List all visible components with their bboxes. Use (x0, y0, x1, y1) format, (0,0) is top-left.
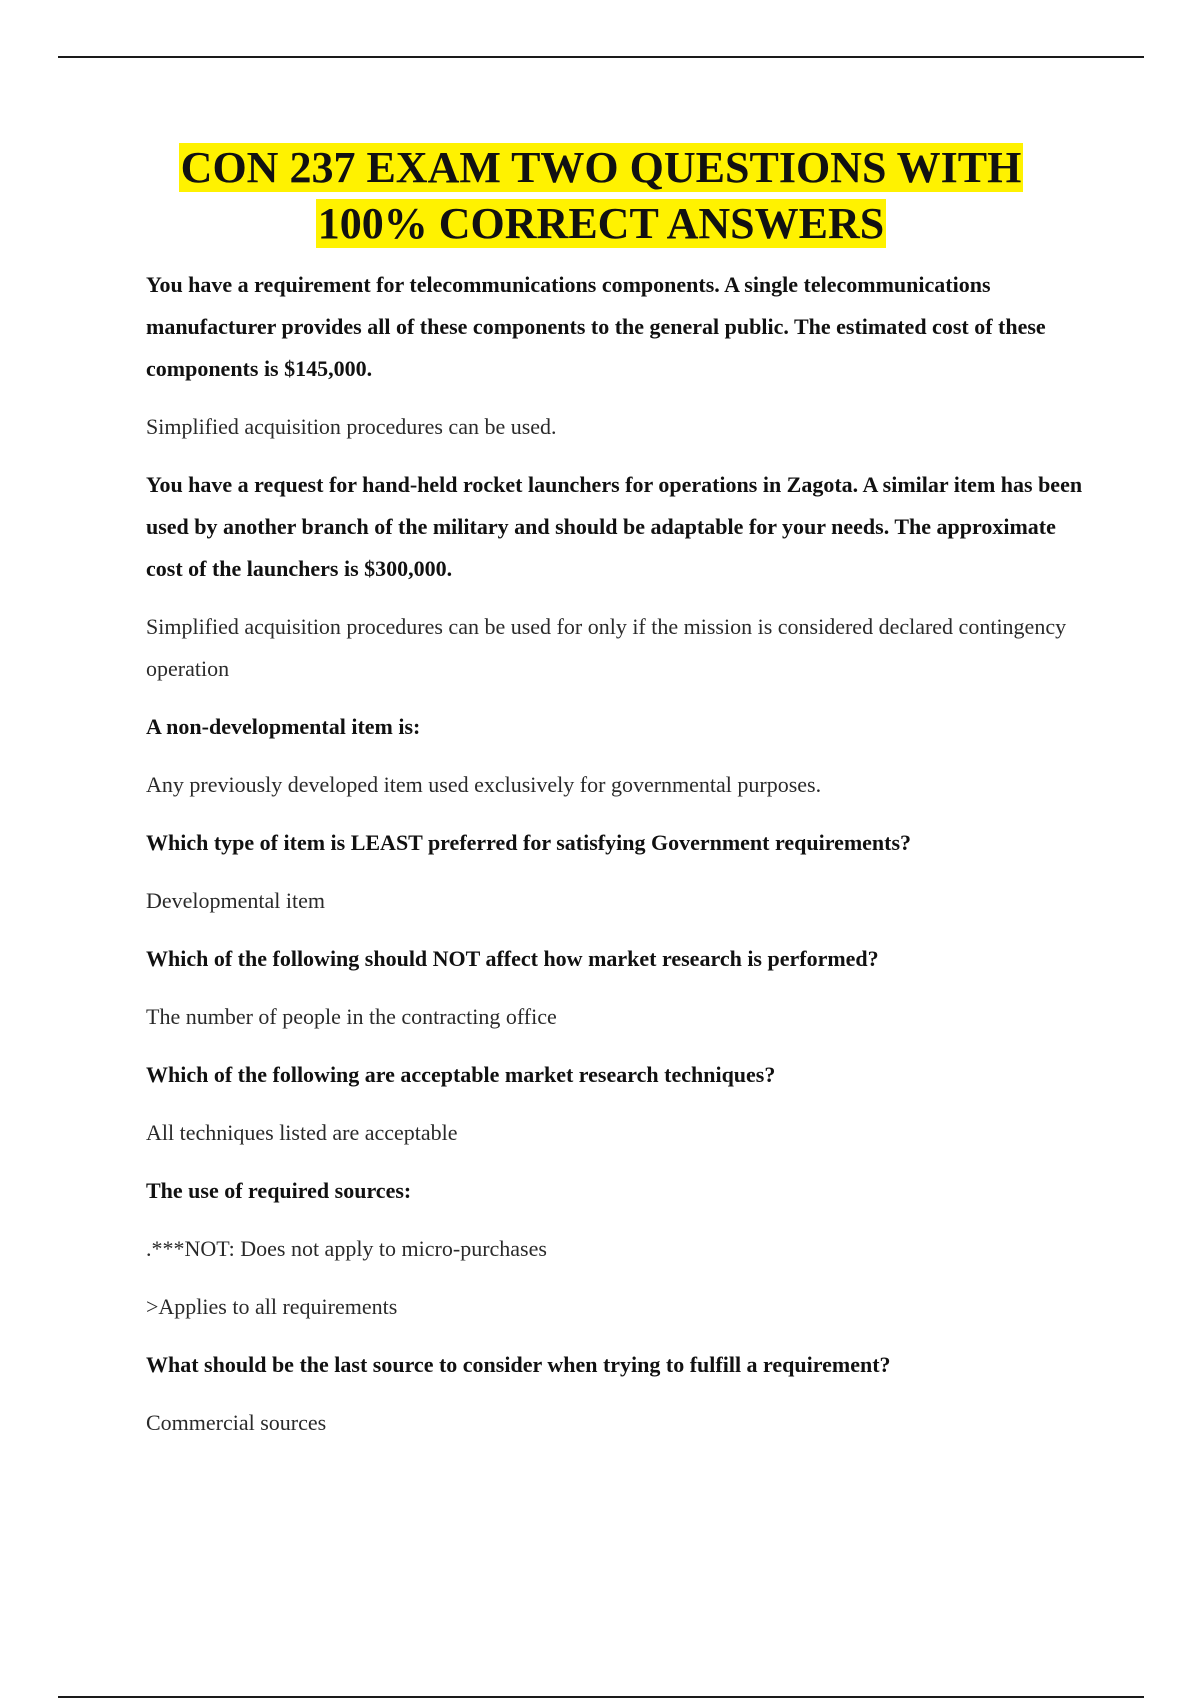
document-title (58, 140, 1144, 252)
question-7: The use of required sources: (146, 1178, 412, 1203)
answer-1: Simplified acquisition procedures can be used. (146, 414, 557, 439)
question-5: Which of the following should NOT affect how market research is performed? (146, 946, 879, 971)
bottom-rule (58, 1696, 1144, 1698)
answer-7b: >Applies to all requirements (146, 1294, 398, 1319)
question-8: What should be the last source to consider when trying to fulfill a requirement? (146, 1352, 891, 1377)
title-line-1: CON 237 EXAM TWO QUESTIONS WITH (180, 143, 1022, 192)
answer-6: All techniques listed are acceptable (146, 1120, 458, 1145)
qa-list (146, 264, 1096, 1460)
answer-5: The number of people in the contracting office (146, 1004, 557, 1029)
title-line-2: 100% CORRECT ANSWERS (317, 199, 885, 248)
question-2: You have a request for hand-held rocket launchers for operations in Zagota. A similar item has been used by another branch of the military and should be adaptable for your needs. The approximate cost of the launchers is $300,000. (146, 472, 1083, 581)
question-4: Which type of item is LEAST preferred for satisfying Government requirements? (146, 830, 912, 855)
question-1: You have a requirement for telecommunications components. A single telecommunications manufacturer provides all of these components to the general public. The estimated cost of these components is $145,000. (146, 272, 1046, 381)
question-3: A non-developmental item is: (146, 714, 421, 739)
question-6: Which of the following are acceptable market research techniques? (146, 1062, 776, 1087)
answer-4: Developmental item (146, 888, 325, 913)
answer-2: Simplified acquisition procedures can be used for only if the mission is considered declared contingency operation (146, 614, 1067, 681)
answer-7a: .***NOT: Does not apply to micro-purchases (146, 1236, 547, 1261)
answer-3: Any previously developed item used exclusively for governmental purposes. (146, 772, 822, 797)
answer-8: Commercial sources (146, 1410, 327, 1435)
top-rule (58, 56, 1144, 58)
